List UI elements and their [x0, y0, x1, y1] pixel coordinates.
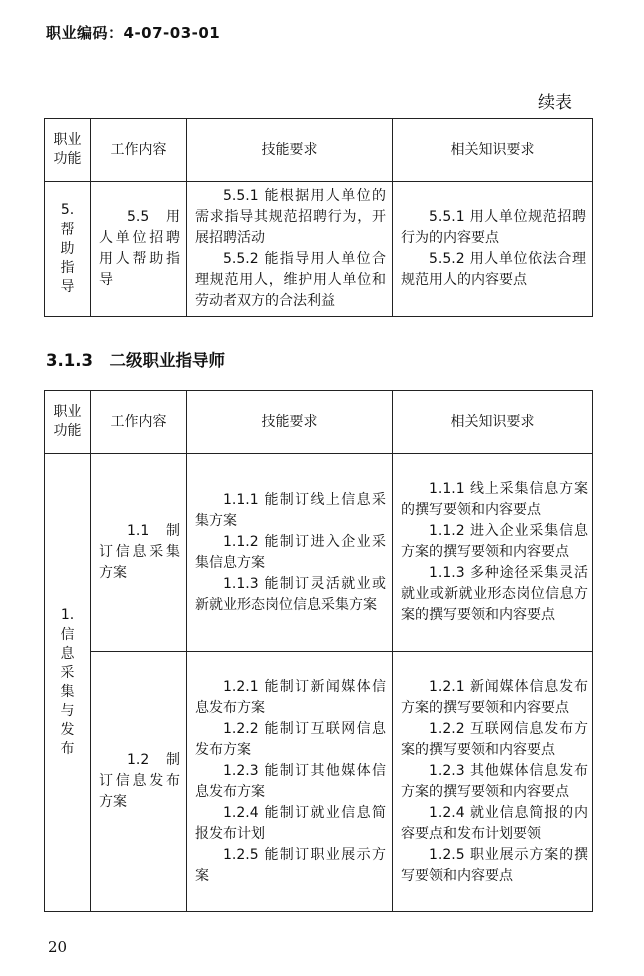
skill-item: 1.1.2 能制订进入企业采集信息方案	[195, 533, 386, 571]
knowledge-item: 1.2.5 职业展示方案的撰写要领和内容要点	[401, 846, 588, 884]
section-title: 3.1.3 二级职业指导师	[46, 351, 225, 370]
table-header-row	[45, 119, 593, 182]
skill-item: 5.5.2 能指导用人单位合理规范用人，维护用人单位和劳动者双方的合法利益	[195, 251, 386, 309]
table-row	[45, 182, 593, 317]
header-content: 工作内容	[91, 119, 187, 182]
knowledge-cell	[393, 182, 593, 317]
knowledge-item: 1.2.1 新闻媒体信息发布方案的撰写要领和内容要点	[401, 678, 588, 716]
knowledge-item: 1.1.1 线上采集信息方案的撰写要领和内容要点	[401, 481, 588, 518]
skills-cell	[187, 652, 393, 912]
knowledge-item: 5.5.2 用人单位依法合理规范用人的内容要点	[401, 251, 586, 288]
skill-item: 1.1.3 能制订灵活就业或新就业形态岗位信息采集方案	[195, 575, 386, 613]
skill-item: 1.2.2 能制订互联网信息发布方案	[195, 720, 386, 758]
header-skills: 技能要求	[187, 119, 393, 182]
table-header-row	[45, 391, 593, 454]
knowledge-item: 1.2.3 其他媒体信息发布方案的撰写要领和内容要点	[401, 762, 588, 800]
knowledge-item: 1.1.2 进入企业采集信息方案的撰写要领和内容要点	[401, 523, 588, 560]
knowledge-cell	[393, 454, 593, 652]
skills-cell	[187, 182, 393, 317]
header-function: 职业功能	[45, 119, 91, 182]
occupation-code: 职业编码：4-07-03-01	[46, 24, 221, 42]
table-row	[45, 652, 593, 912]
page-number: 20	[48, 938, 68, 956]
function-name: 帮助指导	[60, 222, 75, 295]
continued-table-label: 续表	[538, 93, 572, 113]
function-number: 5.	[60, 202, 75, 218]
work-content: 5.5 用人单位招聘用人帮助指导	[99, 209, 180, 288]
knowledge-item: 1.2.4 就业信息简报的内容要点和发布计划要领	[401, 804, 588, 842]
header-knowledge: 相关知识要求	[393, 391, 593, 454]
skill-item: 1.2.5 能制订职业展示方案	[195, 846, 386, 884]
skill-item: 5.5.1 能根据用人单位的需求指导其规范招聘行为，开展招聘活动	[195, 188, 386, 246]
header-function: 职业功能	[45, 391, 91, 454]
skill-item: 1.2.4 能制订就业信息简报发布计划	[195, 804, 386, 842]
knowledge-item: 5.5.1 用人单位规范招聘行为的内容要点	[401, 209, 586, 246]
work-content-cell	[91, 454, 187, 652]
work-content: 1.2 制订信息发布方案	[99, 752, 180, 810]
function-number: 1.	[60, 607, 75, 623]
work-content: 1.1 制订信息采集方案	[99, 523, 180, 581]
header-knowledge: 相关知识要求	[393, 119, 593, 182]
function-name: 信息采集与发布	[60, 627, 75, 757]
knowledge-cell	[393, 652, 593, 912]
header-skills: 技能要求	[187, 391, 393, 454]
knowledge-item: 1.1.3 多种途径采集灵活就业或新就业形态岗位信息方案的撰写要领和内容要点	[401, 565, 588, 623]
skill-item: 1.1.1 能制订线上信息采集方案	[195, 491, 386, 529]
work-content-cell	[91, 652, 187, 912]
function-cell	[45, 454, 91, 912]
skill-item: 1.2.3 能制订其他媒体信息发布方案	[195, 762, 386, 800]
skills-table-continued	[44, 118, 593, 317]
table-row	[45, 454, 593, 652]
skills-cell	[187, 454, 393, 652]
skills-table-level2	[44, 390, 593, 912]
header-content: 工作内容	[91, 391, 187, 454]
work-content-cell	[91, 182, 187, 317]
knowledge-item: 1.2.2 互联网信息发布方案的撰写要领和内容要点	[401, 720, 588, 758]
function-cell	[45, 182, 91, 317]
skill-item: 1.2.1 能制订新闻媒体信息发布方案	[195, 678, 386, 716]
